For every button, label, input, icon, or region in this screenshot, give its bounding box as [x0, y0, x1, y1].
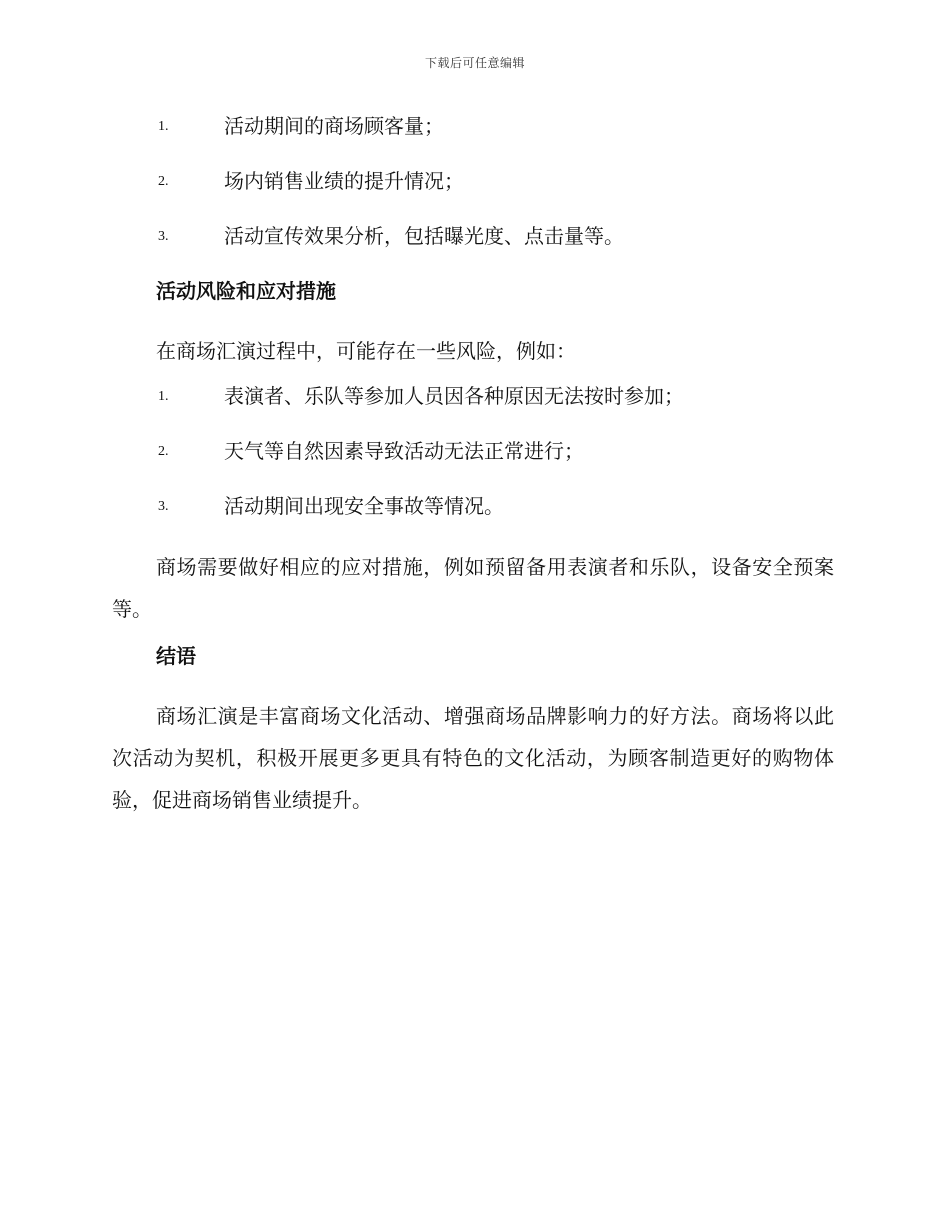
list-text: 表演者、乐队等参加人员因各种原因无法按时参加； [224, 384, 684, 408]
list-text: 场内销售业绩的提升情况； [224, 169, 464, 193]
list-item [112, 433, 834, 488]
list-number: 3. [158, 229, 169, 244]
list-item [112, 163, 834, 218]
section-heading-risk: 活动风险和应对措施 [156, 279, 336, 303]
risk-measures-paragraph: 商场需要做好相应的应对措施，例如预留备用表演者和乐队，设备安全预案等。 [112, 555, 834, 621]
list-item [112, 108, 834, 163]
list-number: 2. [158, 444, 169, 459]
risk-intro-paragraph: 在商场汇演过程中，可能存在一些风险，例如： [156, 339, 576, 363]
list-number: 2. [158, 174, 169, 189]
section-heading-conclusion: 结语 [156, 644, 196, 668]
document-body [112, 108, 834, 829]
list-number: 3. [158, 499, 169, 514]
list-text: 天气等自然因素导致活动无法正常进行； [224, 439, 584, 463]
page-header-note: 下载后可任意编辑 [424, 56, 525, 70]
list-number: 1. [158, 119, 169, 134]
list-text: 活动期间出现安全事故等情况。 [224, 494, 504, 518]
conclusion-paragraph: 商场汇演是丰富商场文化活动、增强商场品牌影响力的好方法。商场将以此次活动为契机，积极开展更多更具有特色的文化活动，为顾客制造更好的购物体验，促进商场销售业绩提升。 [112, 704, 834, 812]
list-text: 活动期间的商场顾客量； [224, 114, 444, 138]
list-text: 活动宣传效果分析，包括曝光度、点击量等。 [224, 224, 624, 248]
list-item [112, 488, 834, 543]
list-item [112, 378, 834, 433]
list-number: 1. [158, 389, 169, 404]
list-item [112, 218, 834, 273]
